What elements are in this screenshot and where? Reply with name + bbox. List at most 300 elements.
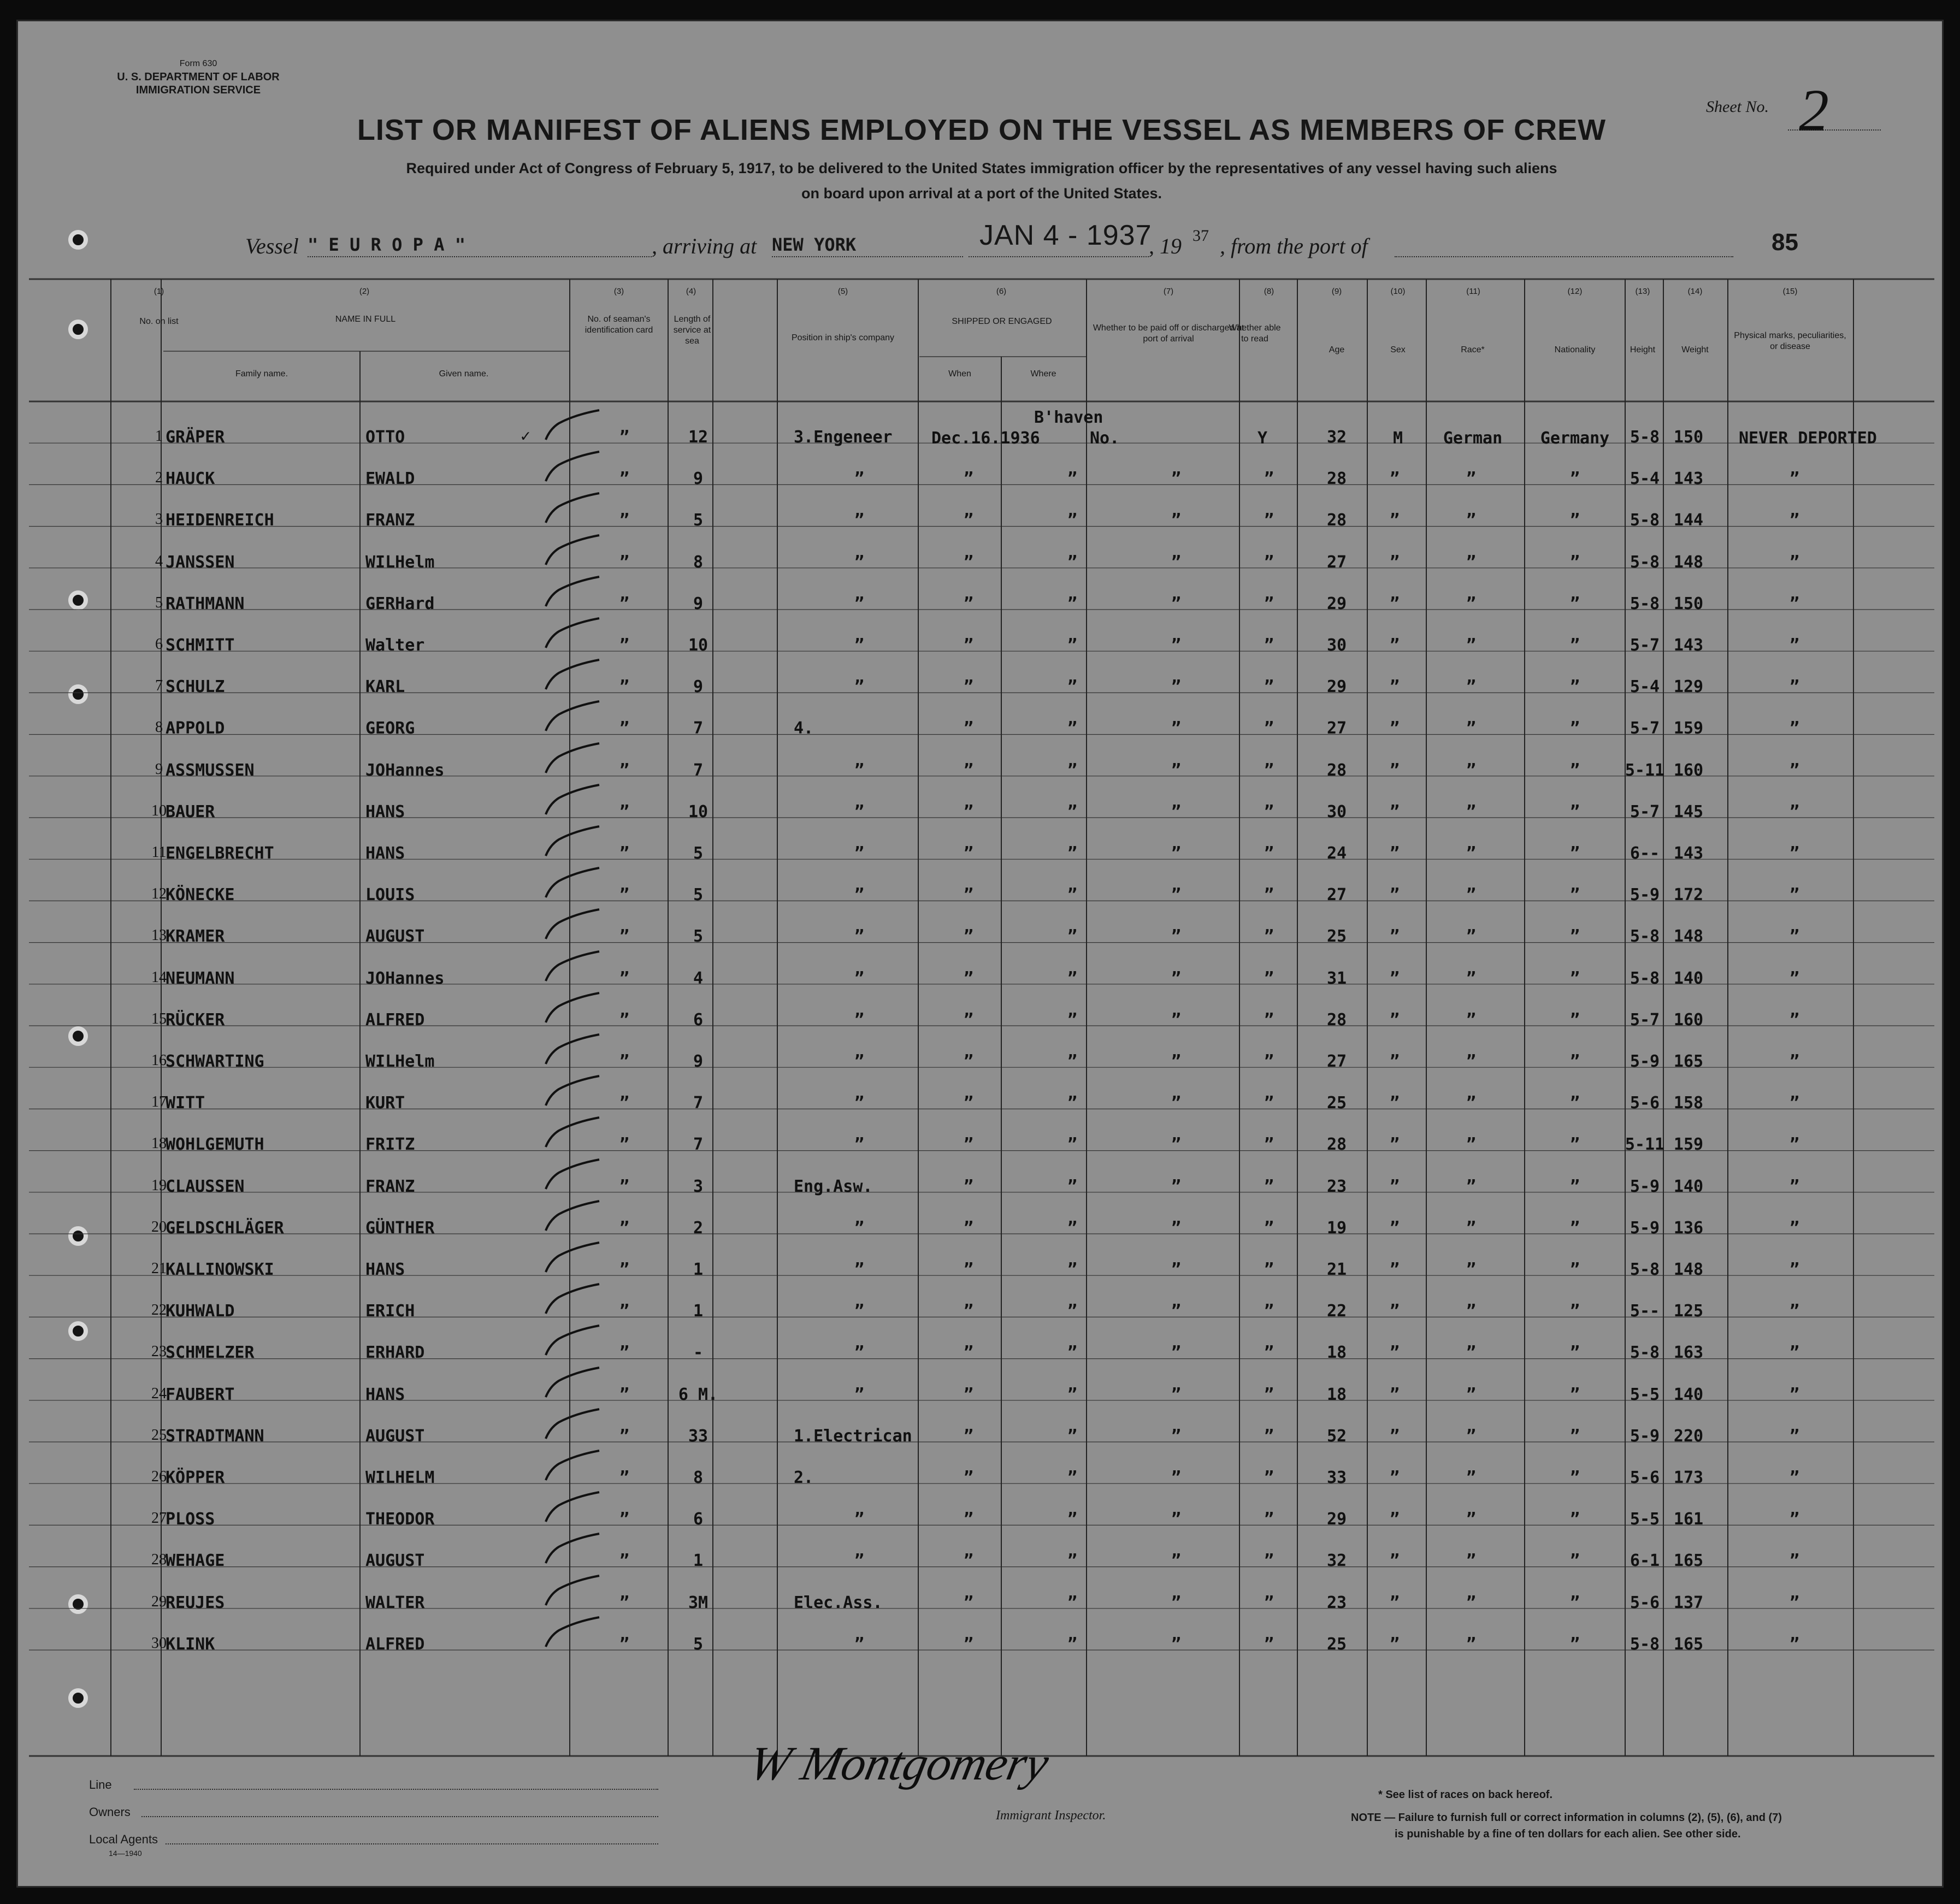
check-mark [542,1322,603,1361]
length-of-service: 6 M. [678,1385,718,1404]
length-of-service: 6 [693,1010,704,1030]
ditto-mark: ” [1264,1551,1274,1571]
ditto-mark: ” [619,636,630,655]
column-number: (1) [154,287,164,296]
weight: 143 [1673,844,1704,863]
height: 5-7 [1630,719,1660,738]
row-number: 26 [151,1468,167,1485]
ditto-mark: ” [1466,1634,1477,1654]
ditto-mark: ” [963,552,974,572]
ditto-mark: ” [619,719,630,738]
ditto-mark: ” [963,1634,974,1654]
ditto-mark: ” [1789,719,1800,738]
age: 24 [1326,844,1347,863]
ditto-mark: ” [1067,1468,1078,1487]
ditto-mark: ” [619,1385,630,1404]
weight: 172 [1673,885,1704,905]
ditto-mark: ” [854,469,865,489]
cell-able-read: Y [1257,429,1268,448]
ditto-mark: ” [619,1343,630,1363]
year-suffix: 37 [1192,227,1209,245]
height: 5-9 [1630,885,1660,905]
age: 23 [1326,1593,1347,1612]
column-number: (7) [1163,287,1174,296]
check-mark [542,1447,603,1486]
length-of-service: 7 [693,719,704,738]
ditto-mark: ” [1789,1260,1800,1279]
header-height: Height [1630,345,1656,354]
check-mark [542,1073,603,1111]
ditto-mark: ” [1569,968,1580,988]
race-note: * See list of races on back hereof. [1378,1789,1553,1801]
length-of-service: 5 [693,927,704,947]
row-number: 6 [155,636,163,653]
ditto-mark: ” [854,1218,865,1238]
ditto-mark: ” [963,1302,974,1321]
ditto-mark: ” [963,1426,974,1446]
given-name: Walter [365,636,425,655]
family-name: PLOSS [166,1510,215,1529]
height: 5-7 [1630,636,1660,655]
punch-hole [68,1226,88,1246]
ditto-mark: ” [854,511,865,530]
ditto-mark: ” [619,1302,630,1321]
ditto-mark: ” [1466,1302,1477,1321]
ditto-mark: ” [1067,760,1078,780]
cell-sex: M [1392,429,1403,448]
ditto-mark: ” [1389,1010,1400,1030]
ditto-mark: ” [854,1093,865,1113]
given-name: HANS [365,844,405,863]
ditto-mark: ” [854,760,865,780]
check-mark [542,782,603,820]
ditto-mark: ” [963,1343,974,1363]
row-number: 12 [151,885,167,903]
punch-hole [68,684,88,704]
length-of-service: 2 [693,1218,704,1238]
length-of-service: - [693,1343,704,1363]
check-mark [542,657,603,695]
length-of-service: 8 [693,1468,704,1487]
ditto-mark: ” [1264,927,1274,947]
position: Elec.Ass. [794,1593,883,1612]
height: 5-8 [1630,968,1660,988]
ditto-mark: ” [1789,636,1800,655]
ditto-mark: ” [1389,677,1400,697]
ditto-mark: ” [1171,802,1182,821]
ditto-mark: ” [1569,1176,1580,1196]
ditto-mark: ” [1389,1385,1400,1404]
length-of-service: 6 [693,1510,704,1529]
position: 1.Electrican [794,1426,912,1446]
row-number: 16 [151,1052,167,1069]
ditto-mark: ” [854,885,865,905]
ditto-mark: ” [619,594,630,613]
note-line2: is punishable by a fine of ten dollars for each alien. See other side. [1395,1828,1741,1840]
ditto-mark: ” [1466,1218,1477,1238]
height: 5-- [1630,1302,1660,1321]
ditto-mark: ” [1171,1634,1182,1654]
ditto-mark: ” [1171,844,1182,863]
ditto-mark: ” [1389,968,1400,988]
header-length-service: Length of service at sea [673,315,711,346]
ditto-mark: ” [1789,1302,1800,1321]
page-title: LIST OR MANIFEST OF ALIENS EMPLOYED ON THE VESSEL AS MEMBERS OF CREW [357,114,1607,146]
ditto-mark: ” [1569,1426,1580,1446]
ditto-mark: ” [1569,1593,1580,1612]
position: Eng.Asw. [794,1176,873,1196]
ditto-mark: ” [1569,1385,1580,1404]
ditto-mark: ” [1789,1385,1800,1404]
header-when: When [948,369,971,379]
row-number: 11 [151,844,167,861]
requirement-line2: on board upon arrival at a port of the United States. [801,185,1162,202]
ditto-mark: ” [1264,1135,1274,1155]
ditto-mark: ” [1569,677,1580,697]
ditto-mark: ” [1569,636,1580,655]
ditto-mark: ” [1264,1510,1274,1529]
ditto-mark: ” [1389,1302,1400,1321]
given-name: FRANZ [365,1176,415,1196]
column-number: (13) [1635,287,1650,296]
age: 32 [1326,1551,1347,1571]
ditto-mark: ” [1264,1385,1274,1404]
ditto-mark: ” [854,802,865,821]
ditto-mark: ” [619,1510,630,1529]
weight: 161 [1673,1510,1704,1529]
header-family-name: Family name. [235,369,288,379]
row-number: 7 [155,677,163,695]
weight: 144 [1673,511,1704,530]
ditto-mark: ” [619,1551,630,1571]
check-mark [542,1114,603,1152]
family-name: SCHMELZER [166,1343,255,1363]
cell-when: Dec.16.1936 [931,429,1040,448]
weight: 163 [1673,1343,1704,1363]
footer-agents-label: Local Agents [89,1832,158,1846]
weight: 150 [1673,594,1704,613]
given-name: ALFRED [365,1634,425,1654]
age: 25 [1326,1093,1347,1113]
check-mark [542,532,603,570]
weight: 137 [1673,1593,1704,1612]
row-number: 30 [151,1634,167,1652]
ditto-mark: ” [1067,927,1078,947]
ditto-mark: ” [1789,1218,1800,1238]
column-number: (10) [1390,287,1406,296]
ditto-mark: ” [1466,677,1477,697]
row-number: 14 [151,968,167,986]
ditto-mark: ” [1389,1176,1400,1196]
ditto-mark: ” [1789,1135,1800,1155]
ditto-mark: ” [1789,511,1800,530]
footer-form-code: 14—1940 [109,1849,142,1858]
ditto-mark: ” [1067,1551,1078,1571]
length-of-service: 33 [688,1426,709,1446]
row-number: 28 [151,1551,167,1569]
ditto-mark: ” [619,552,630,572]
column-number: (11) [1466,287,1480,296]
ditto-mark: ” [1264,1468,1274,1487]
ditto-mark: ” [1466,802,1477,821]
ditto-mark: ” [1466,469,1477,489]
weight: 148 [1673,552,1704,572]
family-name: SCHMITT [166,636,235,655]
ditto-mark: ” [1789,1052,1800,1071]
check-mark [542,698,603,736]
position: 2. [794,1468,814,1487]
note-line1: NOTE — Failure to furnish full or correct information in columns (2), (5), (6), and (7) [1351,1812,1782,1824]
ditto-mark: ” [1466,511,1477,530]
given-name: ALFRED [365,1010,425,1030]
ditto-mark: ” [963,1176,974,1196]
year-prefix: , 19 [1149,234,1182,258]
sheet-number: 2 [1799,77,1829,144]
ditto-mark: ” [1569,1468,1580,1487]
given-name: ERICH [365,1302,415,1321]
ditto-mark: ” [854,1135,865,1155]
ditto-mark: ” [1264,1093,1274,1113]
length-of-service: 7 [693,1093,704,1113]
ditto-mark: ” [963,469,974,489]
given-name: WILHelm [365,1052,435,1071]
ditto-mark: ” [963,1551,974,1571]
row-number: 3 [155,511,163,528]
ditto-mark: ” [1466,927,1477,947]
ditto-mark: ” [1067,1302,1078,1321]
check-mark [542,1281,603,1319]
ditto-mark: ” [1569,1260,1580,1279]
ditto-mark: ” [963,802,974,821]
row-number: 25 [151,1426,167,1444]
ditto-mark: ” [1171,511,1182,530]
age: 31 [1326,968,1347,988]
ditto-mark: ” [1789,1010,1800,1030]
ditto-mark: ” [619,844,630,863]
ditto-mark: ” [1466,1176,1477,1196]
ditto-mark: ” [619,428,630,447]
ditto-mark: ” [963,1593,974,1612]
ditto-mark: ” [963,511,974,530]
ditto-mark: ” [1171,469,1182,489]
ditto-mark: ” [1067,885,1078,905]
ditto-mark: ” [1067,636,1078,655]
height: 5-5 [1630,1385,1660,1404]
ditto-mark: ” [1171,719,1182,738]
ditto-mark: ” [1171,1176,1182,1196]
ditto-mark: ” [1789,844,1800,863]
given-name: HANS [365,1260,405,1279]
height: 5-8 [1630,428,1660,447]
ditto-mark: ” [1389,636,1400,655]
ditto-mark: ” [1466,1135,1477,1155]
ditto-mark: ” [1067,1093,1078,1113]
given-name: HANS [365,1385,405,1404]
check-mark [542,906,603,944]
ditto-mark: ” [1389,719,1400,738]
ditto-mark: ” [1569,469,1580,489]
ditto-mark: ” [1067,1135,1078,1155]
ditto-mark: ” [1569,1052,1580,1071]
ditto-mark: ” [1789,1176,1800,1196]
position: 4. [794,719,814,738]
arriving-port: NEW YORK [772,234,857,255]
header-able-read: Whether able to read [1229,323,1281,344]
family-name: SCHWARTING [166,1052,264,1071]
ditto-mark: ” [1389,802,1400,821]
date-stamp: JAN 4 - 1937 [979,220,1152,251]
family-name: GRÄPER [166,428,225,447]
age: 18 [1326,1385,1347,1404]
ditto-mark: ” [963,760,974,780]
column-number: (8) [1264,287,1274,296]
family-name: STRADTMANN [166,1426,264,1446]
ditto-mark: ” [1389,844,1400,863]
ditto-mark: ” [1789,1593,1800,1612]
cell-physical: NEVER DEPORTED [1739,429,1877,448]
given-name: WALTER [365,1593,425,1612]
ditto-mark: ” [1789,927,1800,947]
count-value: 85 [1772,229,1798,256]
ditto-mark: ” [1171,1093,1182,1113]
ditto-mark: ” [854,1010,865,1030]
weight: 140 [1673,1176,1704,1196]
ditto-mark: ” [1264,1218,1274,1238]
row-number: 15 [151,1010,167,1027]
ditto-mark: ” [1789,1634,1800,1654]
ditto-mark: ” [963,1218,974,1238]
length-of-service: 9 [693,594,704,613]
ditto-mark: ” [1067,1343,1078,1363]
age: 23 [1326,1176,1347,1196]
column-number: (6) [996,287,1007,296]
check-mark [542,573,603,612]
ditto-mark: ” [1264,1593,1274,1612]
given-name: EWALD [365,469,415,489]
ditto-mark: ” [1466,885,1477,905]
height: 5-8 [1630,594,1660,613]
height: 5-7 [1630,1010,1660,1030]
ditto-mark: ” [1067,594,1078,613]
row-number: 17 [151,1093,167,1111]
header-position: Position in ship's company [791,333,895,342]
ditto-mark: ” [1569,844,1580,863]
check-mark [542,1406,603,1444]
ditto-mark: ” [1264,719,1274,738]
height: 5-11 [1625,1135,1665,1155]
ditto-mark: ” [1171,927,1182,947]
ditto-mark: ” [854,844,865,863]
ditto-mark: ” [1067,1218,1078,1238]
age: 25 [1326,1634,1347,1654]
weight: 145 [1673,802,1704,821]
ditto-mark: ” [963,927,974,947]
height: 5-8 [1630,1343,1660,1363]
ditto-mark: ” [1171,1343,1182,1363]
ditto-mark: ” [1569,1302,1580,1321]
ditto-mark: ” [1569,1093,1580,1113]
given-name: WILHELM [365,1468,435,1487]
header-no-on-list: No. on list [139,317,179,326]
ditto-mark: ” [1389,1093,1400,1113]
header-age: Age [1329,345,1345,354]
ditto-mark: ” [619,1634,630,1654]
weight: 165 [1673,1551,1704,1571]
height: 5-8 [1630,927,1660,947]
given-name: KARL [365,677,405,697]
punch-hole [68,590,88,610]
height: 5-7 [1630,802,1660,821]
age: 28 [1326,760,1347,780]
weight: 129 [1673,677,1704,697]
ditto-mark: ” [1466,1260,1477,1279]
ditto-mark: ” [963,1052,974,1071]
age: 18 [1326,1343,1347,1363]
ditto-mark: ” [1389,594,1400,613]
ditto-mark: ” [619,469,630,489]
ditto-mark: ” [1569,719,1580,738]
ditto-mark: ” [854,1510,865,1529]
agency-block [84,57,313,97]
height: 5-11 [1625,760,1665,780]
position: 3.Engeneer [794,428,893,447]
ditto-mark: ” [1264,1343,1274,1363]
ditto-mark: ” [1171,1302,1182,1321]
ditto-mark: ” [1067,802,1078,821]
length-of-service: 12 [688,428,709,447]
row-number: 29 [151,1593,167,1610]
length-of-service: 4 [693,968,704,988]
family-name: KUHWALD [166,1302,235,1321]
ditto-mark: ” [1789,469,1800,489]
check-mark [542,865,603,903]
ditto-mark: ” [963,968,974,988]
given-name: OTTO [365,428,405,447]
ditto-mark: ” [1171,1426,1182,1446]
ditto-mark: ” [619,885,630,905]
ditto-mark: ” [1569,1010,1580,1030]
ditto-mark: ” [1171,1052,1182,1071]
age: 28 [1326,1010,1347,1030]
weight: 165 [1673,1052,1704,1071]
ditto-mark: ” [1789,1093,1800,1113]
check-mark [542,948,603,986]
ditto-mark: ” [619,1426,630,1446]
check-mark [542,1031,603,1069]
ditto-mark: ” [1171,1510,1182,1529]
length-of-service: 9 [693,469,704,489]
ditto-mark: ” [1171,1260,1182,1279]
ditto-mark: ” [1171,1593,1182,1612]
age: 28 [1326,1135,1347,1155]
punch-hole [68,320,88,339]
ditto-mark: ” [963,719,974,738]
ditto-mark: ” [1171,1218,1182,1238]
ditto-mark: ” [1789,552,1800,572]
age: 33 [1326,1468,1347,1487]
ditto-mark: ” [1569,885,1580,905]
given-name: THEODOR [365,1510,435,1529]
height: 6-- [1630,844,1660,863]
punch-hole [68,1688,88,1708]
weight: 158 [1673,1093,1704,1113]
length-of-service: 10 [688,802,709,821]
ditto-mark: ” [963,594,974,613]
ditto-mark: ” [854,1260,865,1279]
age: 29 [1326,1510,1347,1529]
ditto-mark: ” [1067,844,1078,863]
ditto-mark: ” [1569,552,1580,572]
